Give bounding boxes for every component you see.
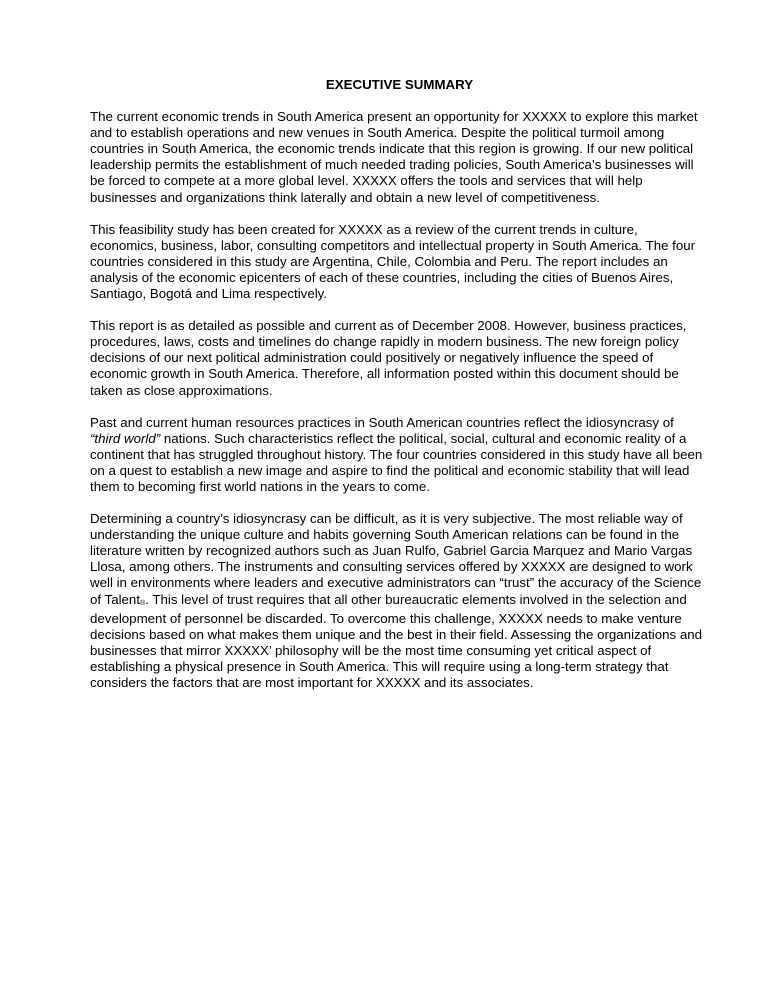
paragraph-5-text-end: . This level of trust requires that all other bureaucratic elements involved in the selection and development of personnel be discarded. To overcome this challenge, XXXXX needs to make venture decisions based on what makes them unique and the best in their field. Assessing the organizations and businesses that mirror XXXXX’ philosophy will be the most time consuming yet critical aspect of establishing a physical presence in South America. This will require using a long-term strategy that considers the factors that are most important for XXXXX and its associates. <box>90 591 703 690</box>
paragraph-1: The current economic trends in South America present an opportunity for XXXXX to explore this market and to establish operations and new venues in South America. Despite the political turmoil among countries in South America, the economic trends indicate that this region is growing. If our new political leadership permits the establishment of much needed trading policies, South America’s businesses will be forced to compete at a more global level. XXXXX offers the tools and services that will help businesses and organizations think laterally and obtain a new level of competitiveness. <box>90 109 698 205</box>
paragraph-2: This feasibility study has been created for XXXXX as a review of the current trends in culture, economics, business, labor, consulting competitors and intellectual property in South America. The four countries considered in this study are Argentina, Chile, Colombia and Peru. The report includes an analysis of the economic epicenters of each of these countries, including the cities of Buenos Aires, Santiago, Bogotá and Lima respectively. <box>90 221 696 302</box>
paragraph-4-text-start: Past and current human resources practices in South American countries reflect the idiosyncrasy of <box>90 414 674 430</box>
registered-mark: ® <box>140 599 146 607</box>
document-title: EXECUTIVE SUMMARY <box>325 77 474 92</box>
third-world-italic: “third world” <box>90 430 161 446</box>
paragraph-3: This report is as detailed as possible and current as of December 2008. However, business practices, procedures, laws, costs and timelines do change rapidly in modern business. The new foreign policy decisions of our next political administration could positively or negatively influence the speed of economic growth in South America. Therefore, all information posted within this document should be taken as close approximations. <box>90 318 687 398</box>
paragraph-5-text-start: Determining a country’s idiosyncrasy can be difficult, as it is very subjective. The most reliable way of understanding the unique culture and habits governing South American relations can be found in the literature written by recognized authors such as Juan Rulfo, Gabriel Garcia Marquez and Mario Vargas Llosa, among others. The instruments and consulting services offered by XXXXX are designed to work well in environments where leaders and executive administrators can “trust” the accuracy of the Science of Talent <box>90 511 702 607</box>
paragraph-4-text-end: nations. Such characteristics reflect the political, social, cultural and economic reality of a continent that has struggled throughout history. The four countries considered in this study have all been on a quest to establish a new image and aspire to find the political and economic stability that will lead them to becoming first world nations in the years to come. <box>90 430 703 494</box>
document-body <box>90 77 706 707</box>
paragraph-5 <box>90 511 706 691</box>
paragraph-4 <box>90 415 706 495</box>
